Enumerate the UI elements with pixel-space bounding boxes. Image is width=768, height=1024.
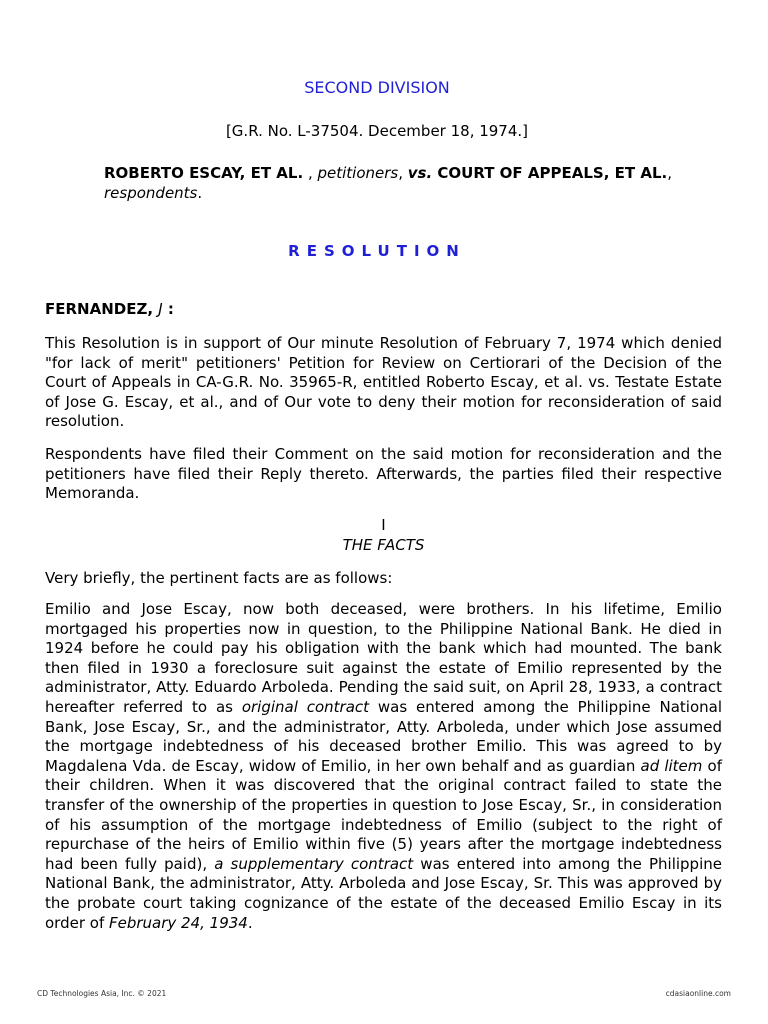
period: . [197, 184, 203, 202]
p4-italic-date: February 24, 1934 [109, 913, 248, 932]
section-title: THE FACTS [342, 536, 425, 554]
petitioners-label: petitioners [317, 164, 399, 182]
comma: , [398, 164, 408, 182]
paragraph-4 [45, 600, 722, 933]
ponente [45, 300, 174, 318]
paragraph-3: Very briefly, the pertinent facts are as follows: [45, 569, 393, 587]
division-heading: SECOND DIVISION [304, 78, 450, 97]
p4-text-g: was entered into among the Philippine National Bank, the administrator, Atty. Arboleda and Jose Escay, Sr. This was approved by the probate court taking cognizance of the estate of the deceased Emilio Escay in its order of [45, 854, 722, 932]
p4-italic-supplementary-contract: a supplementary contract [214, 854, 414, 873]
p4-text-a: Emilio and Jose Escay, now both deceased, were brothers. In his lifetime, Emilio mortgaged his properties now in question, to the Philippine National Bank. He died in 1924 before he could pay his obligation with the bank which had mounted. The bank then filed in 1930 a foreclosure suit against the estate of Emilio represented by the administrator, Atty. Eduardo Arboleda. Pending the said suit, on April 28, 1933, a contract hereafter referred to as [45, 600, 722, 716]
respondents-separator: , [667, 164, 672, 182]
petitioners-separator: , [303, 164, 318, 182]
versus: vs. [407, 164, 433, 182]
resolution-title: RESOLUTION [288, 242, 466, 260]
ponente-suffix: J [158, 300, 163, 318]
p4-text-i: . [247, 913, 253, 932]
respondents-name: COURT OF APPEALS, ET AL. [432, 164, 668, 182]
footer-copyright: CD Technologies Asia, Inc. © 2021 [37, 989, 167, 998]
case-parties [104, 163, 684, 203]
respondents-label: respondents [104, 184, 198, 202]
p4-text-e: of their children. When it was discovered that the original contract failed to state the transfer of the ownership of the properties in question to Jose Escay, Sr., in consideration of his assumption of the mortgage indebtedness of Emilio (subject to the right of repurchase of the heirs of Emilio within five (5) years after the mortgage indebtedness had been fully paid), [45, 756, 722, 873]
case-number: [G.R. No. L-37504. December 18, 1974.] [225, 122, 529, 140]
footer-website: cdasiaonline.com [665, 989, 731, 998]
p4-text-c: was entered among the Philippine National Bank, Jose Escay, Sr., and the administrator, Atty. Arboleda, under which Jose assumed the mortgage indebtedness of his deceased brother Emilio. This was agreed to by Magdalena Vda. de Escay, widow of Emilio, in her own behalf and as guardian [45, 697, 722, 775]
petitioners-name: ROBERTO ESCAY, ET AL. [104, 164, 304, 182]
ponente-name: FERNANDEZ, [45, 300, 159, 318]
p4-italic-ad-litem: ad litem [640, 756, 703, 775]
paragraph-1: This Resolution is in support of Our minute Resolution of February 7, 1974 which denied "for lack of merit" petitioners' Petition for Review on Certiorari of the Decision of the Court of Appeals in CA-G.R. No. 35965-R, entitled Roberto Escay, et al. vs. Testate Estate of Jose G. Escay, et al., and of Our vote to deny their motion for reconsideration of said resolution. [45, 334, 722, 431]
section-number: I [381, 516, 386, 534]
paragraph-2: Respondents have filed their Comment on the said motion for reconsideration and the petitioners have filed their Reply thereto. Afterwards, the parties filed their respective Memoranda. [45, 445, 722, 503]
ponente-colon: : [162, 300, 174, 318]
p4-italic-original-contract: original contract [241, 697, 370, 716]
